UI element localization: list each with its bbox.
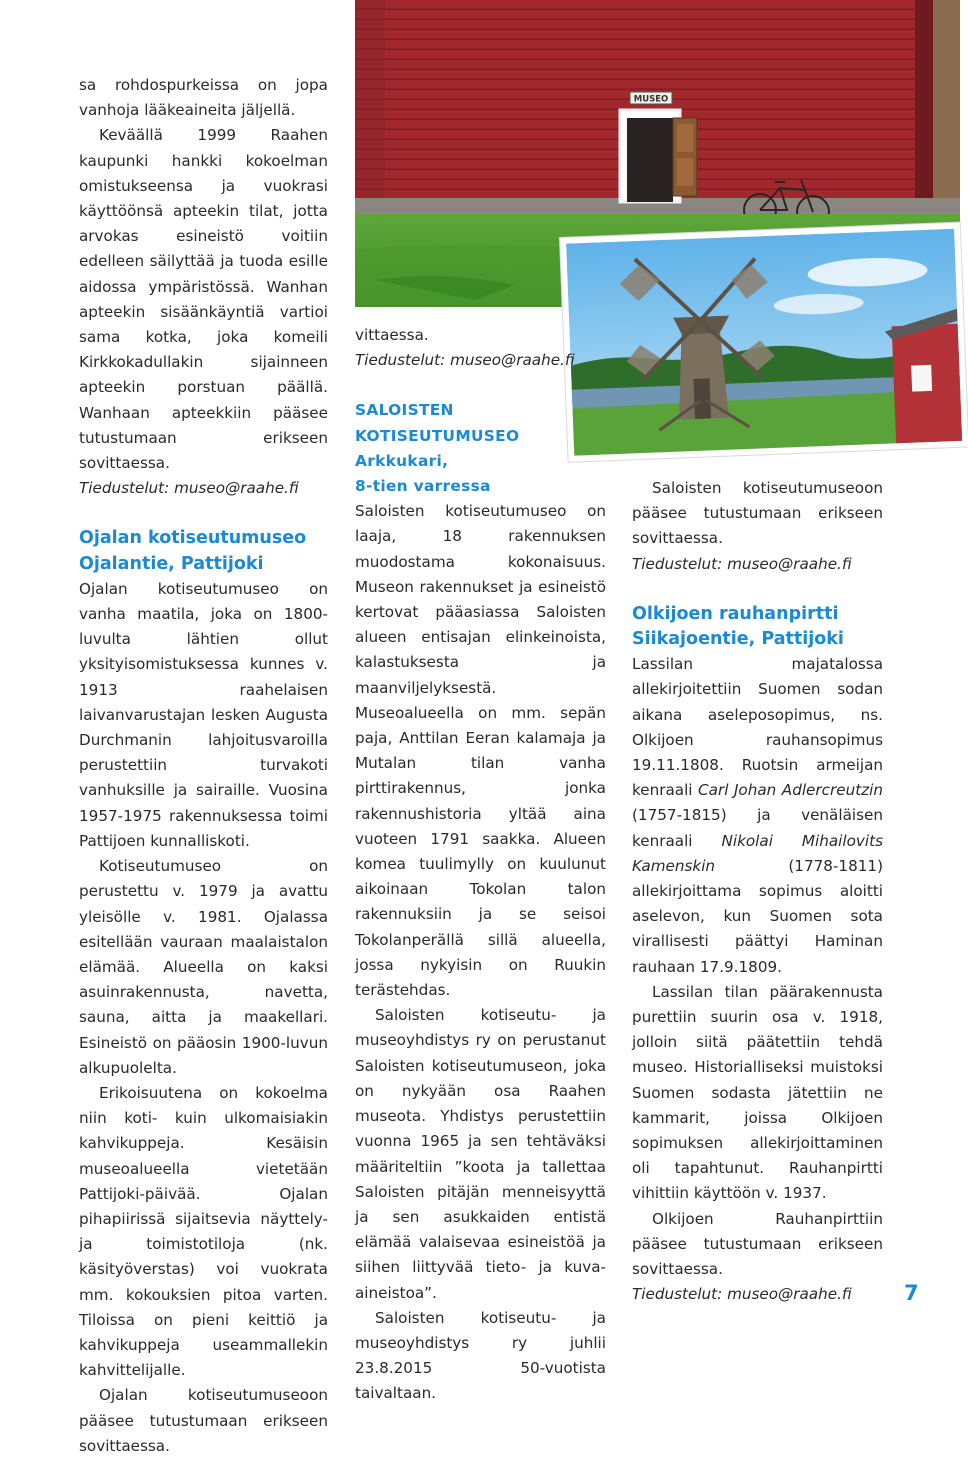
paragraph: Saloisten kotiseutu- ja museoyhdistys ry juhlii 23.8.2015 50-vuotista taivaltaan.	[355, 1308, 606, 1403]
section-heading-saloinen: SALOISTEN	[355, 401, 454, 420]
paragraph: vittaessa.	[355, 326, 429, 344]
spacer	[355, 373, 606, 398]
person-name: Nikolai Mihailovits Kamenskin	[632, 831, 883, 875]
person-name: Carl Johan Adlercreutzin	[698, 781, 883, 800]
text-run: (1778-1811) allekirjoittama sopimus aloitti aselevon, kun Suomen sota virallisesti päättyi Haminan rauhaan 17.9.1809.	[632, 856, 883, 976]
spacer	[79, 501, 328, 526]
photo-windmill	[560, 223, 968, 462]
section-heading-ojala: Ojalan kotiseutumuseo	[79, 528, 307, 549]
contact-line: Tiedustelut: museo@raahe.fi	[632, 1285, 852, 1304]
paragraph: Erikoisuutena on kokoelma niin koti- kuin ulkomaisiakin kahvikuppeja. Kesäisin museoalueella vietetään Pattijoki-päivää. Ojalan pihapiirissä sijaitsevia näyttely- ja toimistotiloja (nk. käsityöverstas) voi vuokrata mm. kokouksien pitoa varten. Tiloissa on pieni keittiö ja kahvikuppeja useammallekin kahvittelijalle.	[79, 1083, 328, 1380]
section-heading-saloinen-2: KOTISEUTUMUSEO	[355, 426, 520, 445]
paragraph: Ojalan kotiseutumuseoon pääsee tutustumaan erikseen sovittaessa.	[79, 1386, 328, 1455]
paragraph: Ojalan kotiseutumuseo on vanha maatila, joka on 1800-luvulta lähtien ollut yksityisomistuksessa kunnes v. 1913 raahelaisen laivanvarustajan lesken Augusta Durchmanin lahjoitusvaroilla perustettiin turvakoti vanhuksille ja sairaille. Vuosina 1957-1975 rakennuksessa toimi Pattijoen kunnalliskoti.	[79, 579, 328, 850]
column-middle	[355, 323, 606, 1407]
section-subheading-olkijoki: Siikajoentie, Pattijoki	[632, 629, 844, 650]
paragraph: sa rohdospurkeissa on jopa vanhoja lääkeaineita jäljellä.	[79, 76, 328, 120]
paragraph: Saloisten kotiseutumuseoon pääsee tutustumaan erikseen sovittaessa.	[632, 479, 883, 548]
paragraph: Saloisten kotiseutumuseo on laaja, 18 rakennuksen muodostama kokonaisuus. Museon rakennukset ja esineistö kertovat pääasiassa Saloisten alueen entisajan elinkeinoista, kalastuksesta ja maanviljelyksestä. Museoalueella on mm. sepän paja, Anttilan Eeran kalamaja ja Mutalan tilan vanha pirttirakennus, jonka rakennushistoria yltää aina vuoteen 1791 saakka. Alueen komea tuulimylly on kuulunut aikoinaan Tokolan talon rakennuksiin ja se seisoi Tokolanperällä sillä alueella, jossa nykyisin on Ruukin terästehdas.	[355, 502, 606, 1000]
contact-line: Tiedustelut: museo@raahe.fi	[632, 554, 852, 573]
column-left	[79, 73, 328, 1459]
section-subheading-saloinen-2: 8-tien varressa	[355, 477, 491, 496]
section-heading-olkijoki: Olkijoen rauhanpirtti	[632, 603, 839, 624]
paragraph: Olkijoen Rauhanpirttiin pääsee tutustumaan erikseen sovittaessa.	[632, 1209, 883, 1279]
museum-sign: MUSEO	[633, 94, 669, 105]
page-number: 7	[904, 1281, 919, 1305]
text-run: Lassilan majatalossa allekirjoitettiin Suomen sodan aikana aseleposopimus, ns. Olkijoen rauhansopimus 19.11.1808. Ruotsin armeijan kenraali	[632, 655, 883, 800]
windmill-illustration	[566, 229, 962, 456]
contact-line: Tiedustelut: museo@raahe.fi	[355, 351, 575, 370]
paragraph: Saloisten kotiseutu- ja museoyhdistys ry on perustanut Saloisten kotiseutumuseon, joka on nykyään osa Raahen museota. Yhdistys perustettiin vuonna 1965 ja sen tehtäväksi määriteltiin ”koota ja tallettaa Saloisten pitäjän menneisyyttä ja sen asukkaiden entistä elämää valaisevaa esineistöä ja siihen liittyvää tieto- ja kuva-aineistoa”.	[355, 1006, 606, 1302]
text-run: (1757-1815) ja venäläisen kenraali	[632, 806, 883, 850]
contact-line: Tiedustelut: museo@raahe.fi	[79, 479, 299, 498]
section-subheading-ojala: Ojalantie, Pattijoki	[79, 553, 264, 574]
column-right	[632, 476, 883, 1308]
section-subheading-saloinen: Arkkukari,	[355, 451, 449, 470]
spacer	[632, 577, 883, 602]
paragraph: Lassilan tilan päärakennusta purettiin suurin osa v. 1918, jolloin siitä päätettiin tehdä museo. Historialliseksi muistoksi Suomen sodasta jätettiin ne kammarit, joissa Olkijoen sopimuksen allekirjoittaminen oli tapahtunut. Rauhanpirtti vihittiin käyttöön v. 1937.	[632, 982, 883, 1203]
paragraph: Kotiseutumuseo on perustettu v. 1979 ja avattu yleisölle v. 1981. Ojalassa esitellään vauraan maalaistalon elämää. Alueella on kaksi asuinrakennusta, navetta, sauna, aitta ja maakellari. Esineistö on pääosin 1900-luvun alkupuolelta.	[79, 857, 328, 1077]
paragraph: Keväällä 1999 Raahen kaupunki hankki kokoelman omistukseensa ja vuokrasi käyttöönsä apteekin tilat, jotta arvokas esineistö voitiin edelleen säilyttää ja tuoda esille aidossa ympäristössä. Wanhan apteekin sisäänkäyntiä vartioi sama kotka, joka komeili Kirkkokadullakin sijainneen apteekin porstuan päällä. Wanhaan apteekkiin pääsee tutustumaan erikseen sovittaessa.	[79, 126, 328, 473]
paragraph	[632, 652, 883, 980]
